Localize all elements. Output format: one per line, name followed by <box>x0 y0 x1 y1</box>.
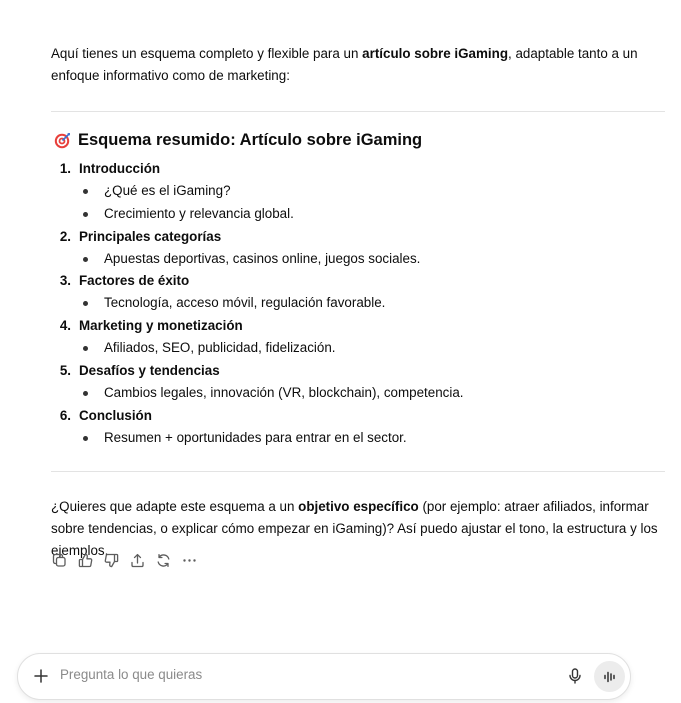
intro-bold: artículo sobre iGaming <box>362 46 508 61</box>
copy-icon[interactable] <box>51 552 68 569</box>
section-number: 1. <box>59 161 71 176</box>
outline-section <box>57 157 657 225</box>
section-number: 3. <box>59 273 71 289</box>
bullet-text: ¿Qué es el iGaming? <box>104 183 231 198</box>
section-title: Principales categorías <box>79 228 222 244</box>
outline-heading-text: Esquema resumido: Artículo sobre iGaming <box>78 131 423 149</box>
section-number: 4. <box>59 318 71 334</box>
voice-mode-icon[interactable] <box>594 661 625 692</box>
bullet-text: Crecimiento y relevancia global. <box>104 206 294 221</box>
list-item <box>104 204 294 224</box>
divider <box>51 471 665 472</box>
intro-text: Aquí tienes un esquema completo y flexible para un <box>51 46 363 61</box>
outline-section <box>57 359 657 404</box>
intro-paragraph <box>51 43 661 87</box>
outline-heading <box>54 131 422 150</box>
list-item <box>104 293 385 313</box>
list-item <box>104 249 420 269</box>
section-number: 6. <box>59 407 71 423</box>
section-number: 2. <box>59 228 71 244</box>
list-item <box>104 428 407 448</box>
section-title: Factores de éxito <box>79 273 190 289</box>
target-icon <box>54 132 71 149</box>
outro-text-end: (por ejemplo: atraer afiliados, informar sobre tendencias, o explicar cómo empezar en iGaming)? Así puedo ajustar el tono, la estructura y los ejemplos. <box>51 499 658 558</box>
prompt-input[interactable] <box>60 667 540 682</box>
bullet-text: Tecnología, acceso móvil, regulación favorable. <box>104 295 386 311</box>
more-icon[interactable] <box>181 552 198 569</box>
list-item <box>104 338 336 358</box>
microphone-icon[interactable] <box>566 667 584 685</box>
outline-section <box>57 404 657 449</box>
outro-text: ¿Quieres que adapte este esquema a un <box>51 499 299 514</box>
list-item <box>104 383 464 403</box>
divider <box>51 111 665 112</box>
outline-section <box>57 314 657 359</box>
thumbs-up-icon[interactable] <box>77 552 94 569</box>
plus-icon[interactable] <box>31 666 51 686</box>
regenerate-icon[interactable] <box>155 552 172 569</box>
outline-section <box>57 225 657 270</box>
outline-section <box>57 269 657 314</box>
share-icon[interactable] <box>129 552 146 569</box>
bullet-text: Apuestas deportivas, casinos online, juegos sociales. <box>104 250 421 266</box>
thumbs-down-icon[interactable] <box>103 552 120 569</box>
section-title: Introducción <box>79 161 161 176</box>
outro-bold: objetivo específico <box>298 499 419 514</box>
bullet-text: Cambios legales, innovación (VR, blockchain), competencia. <box>104 384 464 400</box>
section-number: 5. <box>59 362 71 378</box>
outline-list <box>57 157 657 448</box>
section-title: Desafíos y tendencias <box>79 362 220 378</box>
composer <box>17 653 631 700</box>
bullet-text: Afiliados, SEO, publicidad, fidelización. <box>104 340 336 356</box>
section-title: Marketing y monetización <box>79 318 243 334</box>
message-actions <box>51 552 198 569</box>
list-item <box>104 181 231 201</box>
bullet-text: Resumen + oportunidades para entrar en el sector. <box>104 429 407 445</box>
section-title: Conclusión <box>79 407 152 423</box>
intro-text-end: , adaptable tanto a un enfoque informativo como de marketing: <box>51 46 638 83</box>
